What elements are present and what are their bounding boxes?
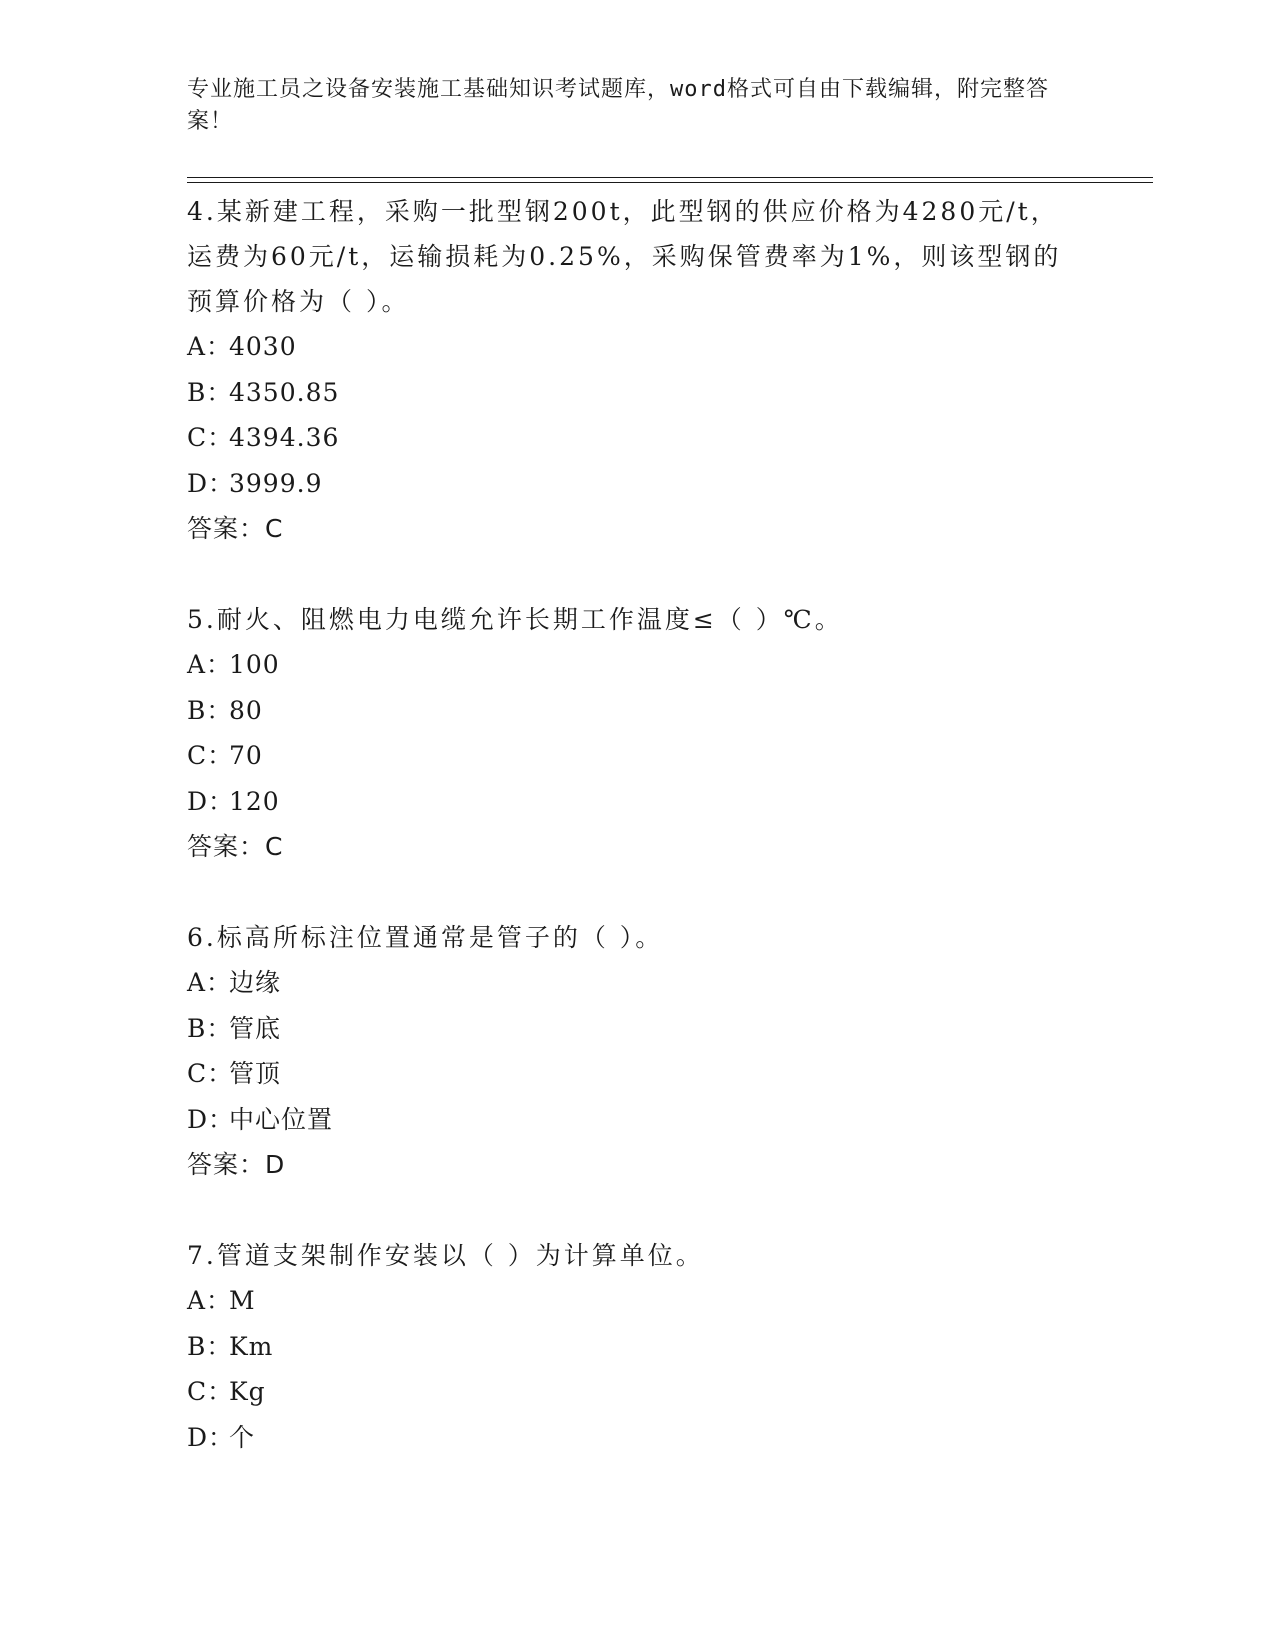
document-header: 专业施工员之设备安装施工基础知识考试题库，word格式可自由下载编辑，附完整答案！ [187,77,1049,134]
option-text: 3999.9 [229,468,323,498]
option-c [187,415,1067,461]
question-stem: 7.管道支架制作安装以（ ）为计算单位。 [187,1241,704,1270]
option-c [187,1051,1067,1097]
option-text: Kg [229,1377,266,1406]
option-text: 边缘 [229,968,282,997]
option-letter: A： [187,1286,233,1315]
question-stem: 4.某新建工程，采购一批型钢200t，此型钢的供应价格为4280元/t，运费为60元/t，运输损耗为0.25%，采购保管费率为1%，则该型钢的预算价格为（ ）。 [187,197,1062,316]
answer-line: 答案：C [187,832,284,861]
option-text: 4394.36 [229,423,340,452]
option-b [187,370,1067,416]
option-d [187,779,1067,825]
option-a [187,1278,1067,1324]
answer-line: 答案：C [187,514,284,543]
option-text: 80 [229,695,263,725]
option-d [187,1415,1067,1461]
option-letter: A： [187,968,233,997]
option-letter: D： [187,468,235,498]
option-letter: A： [187,332,233,361]
option-text: 4030 [229,332,297,361]
option-letter: C： [187,741,234,770]
option-letter: D： [187,1422,235,1452]
answer-line: 答案：D [187,1150,286,1179]
option-letter: B： [187,695,233,725]
option-letter: D： [187,1104,235,1134]
option-letter: B： [187,1331,233,1361]
option-letter: C： [187,1059,234,1088]
option-text: Km [229,1331,274,1361]
option-text: 70 [229,741,263,770]
option-b [187,688,1067,734]
question-5 [187,597,1067,870]
option-letter: B： [187,1013,233,1043]
option-c [187,733,1067,779]
option-letter: B： [187,377,233,407]
option-b [187,1006,1067,1052]
option-letter: C： [187,1377,234,1406]
option-text: 100 [229,650,280,679]
option-d [187,1097,1067,1143]
question-6 [187,915,1067,1188]
header-divider-bottom [187,182,1153,183]
option-letter: A： [187,650,233,679]
header-divider-top [187,177,1153,178]
question-7 [187,1233,1067,1460]
option-text: 个 [229,1422,256,1452]
option-a [187,960,1067,1006]
option-letter: D： [187,786,235,816]
option-text: 4350.85 [229,377,340,407]
option-c [187,1369,1067,1415]
option-d [187,461,1067,507]
option-text: 管底 [229,1013,282,1043]
option-a [187,324,1067,370]
question-stem: 6.标高所标注位置通常是管子的（ ）。 [187,923,664,952]
option-text: 管顶 [229,1059,282,1088]
option-text: 120 [229,786,280,816]
option-text: 中心位置 [229,1104,334,1134]
option-letter: C： [187,423,234,452]
question-4 [187,189,1067,552]
option-text: M [229,1286,256,1315]
option-b [187,1324,1067,1370]
question-stem: 5.耐火、阻燃电力电缆允许长期工作温度≤（ ）℃。 [187,605,843,634]
option-a [187,642,1067,688]
